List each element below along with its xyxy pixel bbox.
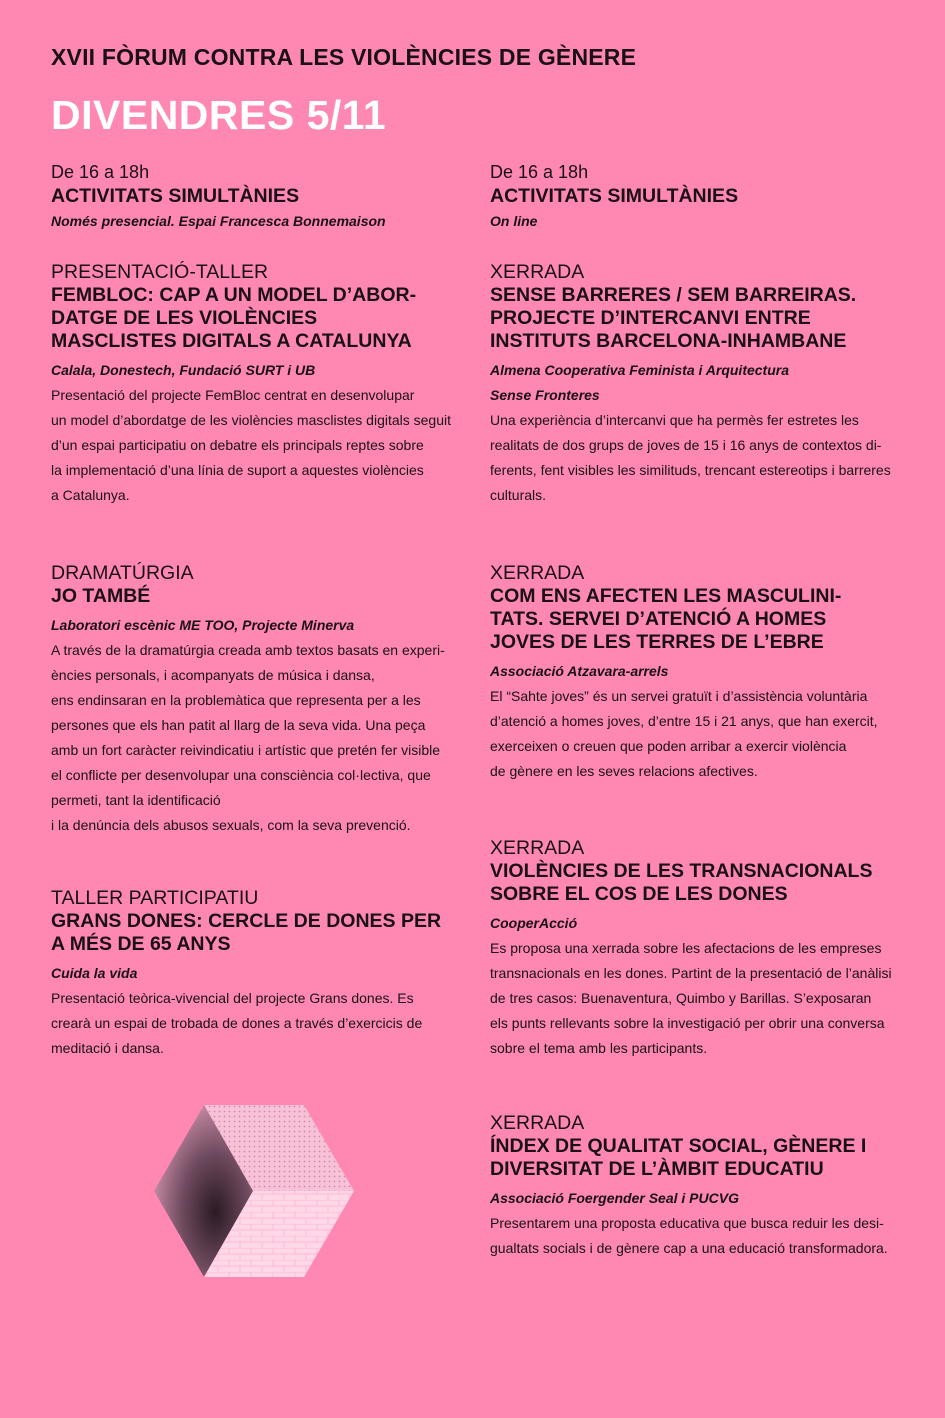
event-description: El “Sahte joves” és un servei gratuït i d’assistència voluntària d’atenció a homes joves, d’entre 15 i 21 anys, que han exercit, exerceixen o creuen que poden arribar a exercir violència de gènere en les seves relacions afectives. — [490, 688, 878, 779]
venue-note: Només presencial. Espai Francesca Bonnemaison — [51, 213, 386, 229]
event-type: XERRADA — [490, 837, 585, 859]
section-heading: ACTIVITATS SIMULTÀNIES — [490, 185, 739, 207]
event-organizer: Associació Foergender Seal i PUCVG — [490, 1190, 739, 1206]
event-title: VIOLÈNCIES DE LES TRANSNACIONALS SOBRE EL COS DE LES DONES — [490, 860, 873, 905]
event-organizer: Calala, Donestech, Fundació SURT i UB — [51, 362, 316, 378]
venue-note: On line — [490, 213, 538, 229]
event-transnacionals — [490, 836, 895, 1061]
time-slot: De 16 a 18h — [490, 162, 589, 182]
event-title: JO TAMBÉ — [51, 585, 151, 607]
event-type: XERRADA — [490, 261, 585, 283]
right-column — [490, 160, 895, 1256]
event-title: SENSE BARRERES / SEM BARREIRAS. PROJECTE D’INTERCANVI ENTRE INSTITUTS BARCELONA-INHAMBANE — [490, 284, 857, 352]
event-description: Es proposa una xerrada sobre les afectacions de les empreses transnacionals en les dones. Partint de la presentació de l’anàlisi de tres casos: Buenaventura, Quimbo y Barillas. S’exposaran els punts rellevants sobre la investigació per obrir una conversa sobre el tema amb les participants. — [490, 940, 892, 1056]
section-heading: ACTIVITATS SIMULTÀNIES — [51, 185, 300, 207]
event-type: TALLER PARTICIPATIU — [51, 887, 259, 909]
cube-graphic — [152, 1104, 354, 1278]
event-jo-tambe — [51, 561, 456, 838]
event-description: Presentació teòrica-vivencial del projecte Grans dones. Es crearà un espai de trobada de dones a través d’exercicis de meditació i dansa. — [51, 990, 423, 1056]
event-description: Presentarem una proposta educativa que busca reduir les desi- gualtats socials i de gènere cap a una educació transformadora. — [490, 1215, 888, 1256]
event-organizer: Cuida la vida — [51, 965, 138, 981]
event-organizer: Almena Cooperativa Feminista i Arquitectura Sense Fronteres — [490, 362, 789, 403]
event-sense-barreres — [490, 260, 895, 508]
event-fembloc — [51, 260, 456, 508]
event-organizer: Laboratori escènic ME TOO, Projecte Minerva — [51, 617, 355, 633]
event-index-qualitat — [490, 1111, 895, 1261]
event-organizer: Associació Atzavara-arrels — [490, 663, 669, 679]
event-description: Presentació del projecte FemBloc centrat en desenvolupar un model d’abordatge de les violències masclistes digitals seguit d’un espai participatiu on debatre els principals reptes sobre la implementació d’una línia de suport a aquestes violències a Catalunya. — [51, 387, 451, 503]
event-description: Una experiència d’intercanvi que ha permès fer estretes les realitats de dos grups de joves de 15 i 16 anys de contextos di- ferents, fent visibles les similituds, trencant estereotips i barreres culturals. — [490, 412, 891, 503]
event-type: XERRADA — [490, 562, 585, 584]
event-title: ÍNDEX DE QUALITAT SOCIAL, GÈNERE I DIVERSITAT DE L’ÀMBIT EDUCATIU — [490, 1135, 867, 1180]
time-slot: De 16 a 18h — [51, 162, 150, 182]
event-type: XERRADA — [490, 1112, 585, 1134]
event-title: GRANS DONES: CERCLE DE DONES PER A MÉS DE 65 ANYS — [51, 910, 442, 955]
event-organizer: CooperAcció — [490, 915, 578, 931]
event-description: A través de la dramatúrgia creada amb textos basats en experi- ències personals, i acompanyats de música i dansa, ens endinsaran en la problemàtica que representa per a les persones que els han patit al llarg de la seva vida. Una peça amb un fort caràcter reivindicatiu i artístic que pretén fer visible el conflicte per desenvolupar una consciència col·lectiva, que permeti, tant la identificació i la denúncia dels abusos sexuals, com la seva prevenció. — [51, 642, 445, 833]
event-title: FEMBLOC: CAP A UN MODEL D’ABOR- DATGE DE LES VIOLÈNCIES MASCLISTES DIGITALS A CATALUNYA — [51, 284, 417, 352]
day-title: DIVENDRES 5/11 — [51, 92, 387, 138]
forum-title: XVII FÒRUM CONTRA LES VIOLÈNCIES DE GÈNERE — [51, 44, 637, 70]
event-grans-dones — [51, 886, 456, 1061]
left-column — [51, 160, 456, 1056]
event-title: COM ENS AFECTEN LES MASCULINI- TATS. SERVEI D’ATENCIÓ A HOMES JOVES DE LES TERRES DE L’EBRE — [490, 585, 842, 653]
event-type: PRESENTACIÓ-TALLER — [51, 261, 269, 283]
event-masculinitats — [490, 561, 895, 784]
event-type: DRAMATÚRGIA — [51, 562, 194, 584]
